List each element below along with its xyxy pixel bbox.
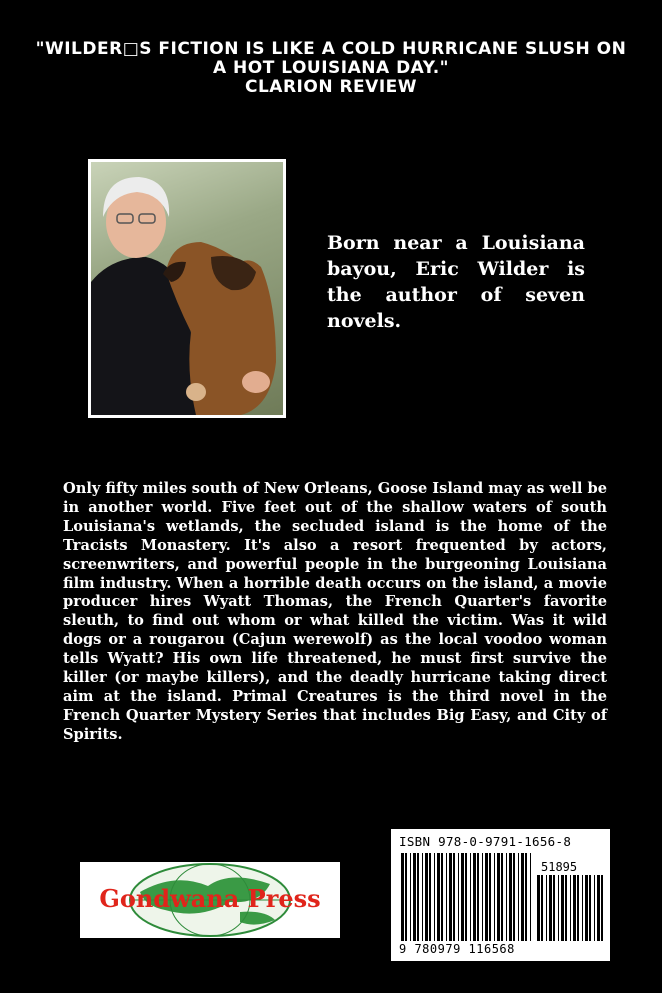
author-photo-illustration (91, 162, 283, 415)
publisher-logo (80, 862, 340, 938)
publisher-name: Gondwana Press (99, 884, 321, 913)
price-code: 51895 (541, 860, 578, 874)
isbn-barcode (391, 829, 610, 961)
quote-line-1: "WILDER□S FICTION IS LIKE A COLD HURRICANE SLUSH ON (35, 39, 627, 59)
book-description: Only fifty miles south of New Orleans, Goose Island may as well be in another world. Five feet out of the shallow waters of south Louisiana's wetlands, the secluded island is the home of the Tracists Monastery. It's also a resort frequented by actors, screenwriters, and powerful people in the burgeoning Louisiana film industry. When a horrible death occurs on the island, a movie producer hires Wyatt Thomas, the French Quarter's favorite sleuth, to find out whom or what killed the victim. Was it wild dogs or a rougarou (Cajun werewolf) as the local voodoo woman tells Wyatt? His own life threatened, he must first survive the killer (or maybe killers), and the deadly hurricane taking direct aim at the island. Primal Creatures is the third novel in the French Quarter Mystery Series that includes Big Easy, and City of Spirits. (63, 480, 607, 743)
author-photo (88, 159, 286, 418)
isbn-number: ISBN 978-0-9791-1656-8 (399, 834, 572, 849)
ean-number: 9 780979 116568 (399, 942, 515, 956)
author-bio: Born near a Louisiana bayou, Eric Wilder is the author of seven novels. (327, 232, 585, 332)
quote-source: CLARION REVIEW (244, 77, 418, 97)
quote-line-2: A HOT LOUISIANA DAY." (212, 58, 450, 78)
review-quote (0, 40, 662, 97)
